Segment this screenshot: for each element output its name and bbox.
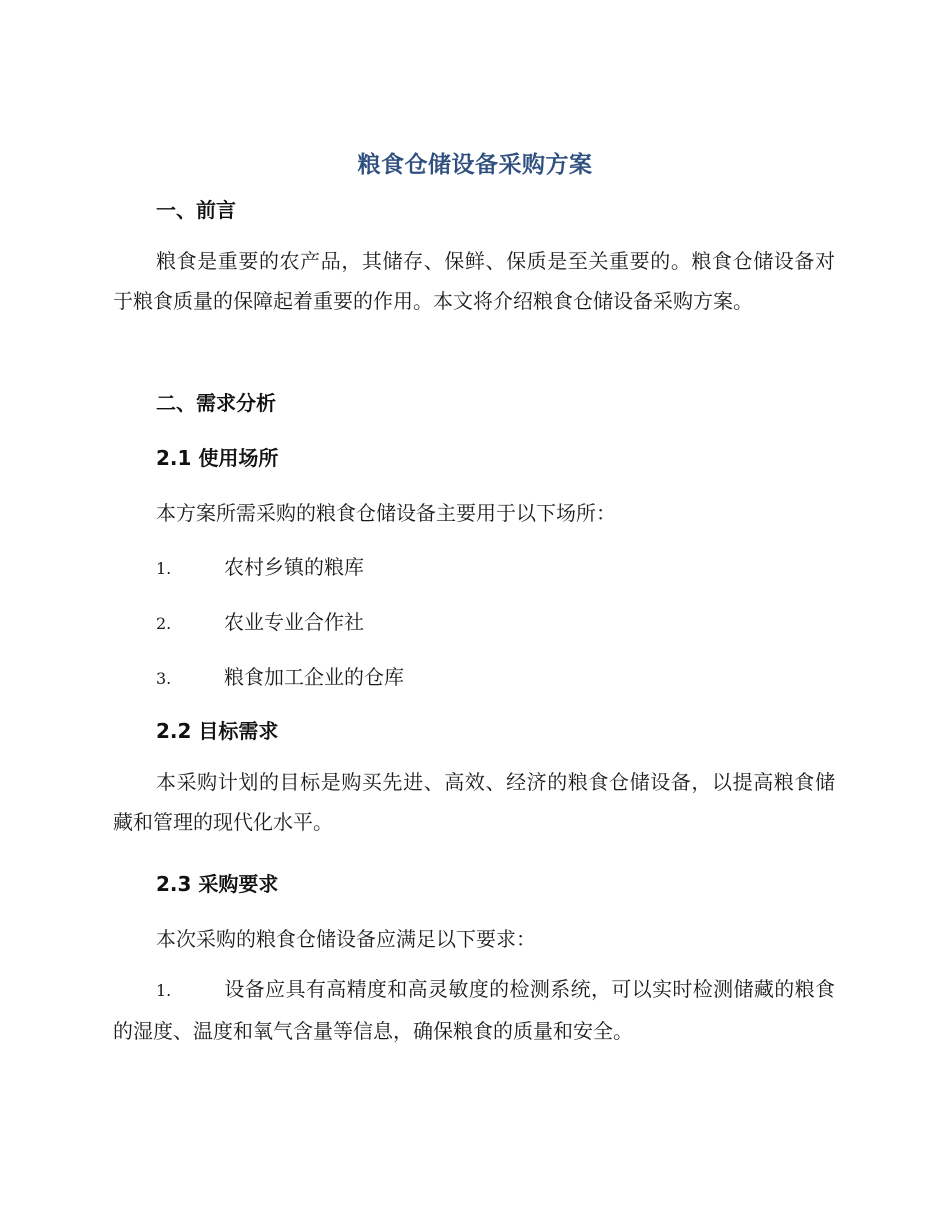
section-heading-preface: 一、前言 bbox=[156, 198, 236, 222]
preface-paragraph: 粮食是重要的农产品，其储存、保鲜、保质是至关重要的。粮食仓储设备对于粮食质量的保障起着重要的作用。本文将介绍粮食仓储设备采购方案。 bbox=[113, 249, 835, 313]
document-title: 粮食仓储设备采购方案 bbox=[357, 152, 593, 178]
list-item-text: 设备应具有高精度和高灵敏度的检测系统，可以实时检测储藏的粮食的湿度、温度和氧气含量等信息，确保粮食的质量和安全。 bbox=[113, 977, 835, 1043]
list-item-text: 农村乡镇的粮库 bbox=[224, 555, 364, 579]
list-item bbox=[156, 606, 364, 635]
subsection-heading-requirements: 2.3 采购要求 bbox=[156, 872, 279, 896]
list-item bbox=[113, 969, 835, 1051]
subsection-heading-usage: 2.1 使用场所 bbox=[156, 446, 279, 470]
requirements-intro: 本次采购的粮食仓储设备应满足以下要求： bbox=[156, 927, 536, 951]
list-item-number: 1. bbox=[156, 981, 172, 1000]
list-item-number: 1. bbox=[156, 559, 172, 578]
section-heading-analysis: 二、需求分析 bbox=[156, 391, 276, 415]
goal-paragraph: 本采购计划的目标是购买先进、高效、经济的粮食仓储设备，以提高粮食储藏和管理的现代化水平。 bbox=[113, 770, 835, 834]
list-item-text: 农业专业合作社 bbox=[224, 610, 364, 634]
list-item-number: 2. bbox=[156, 614, 172, 633]
list-item bbox=[156, 551, 364, 580]
usage-intro: 本方案所需采购的粮食仓储设备主要用于以下场所： bbox=[156, 501, 616, 525]
list-item bbox=[156, 661, 404, 690]
list-item-number: 3. bbox=[156, 669, 172, 688]
subsection-heading-goal: 2.2 目标需求 bbox=[156, 719, 279, 743]
list-item-text: 粮食加工企业的仓库 bbox=[224, 665, 404, 689]
